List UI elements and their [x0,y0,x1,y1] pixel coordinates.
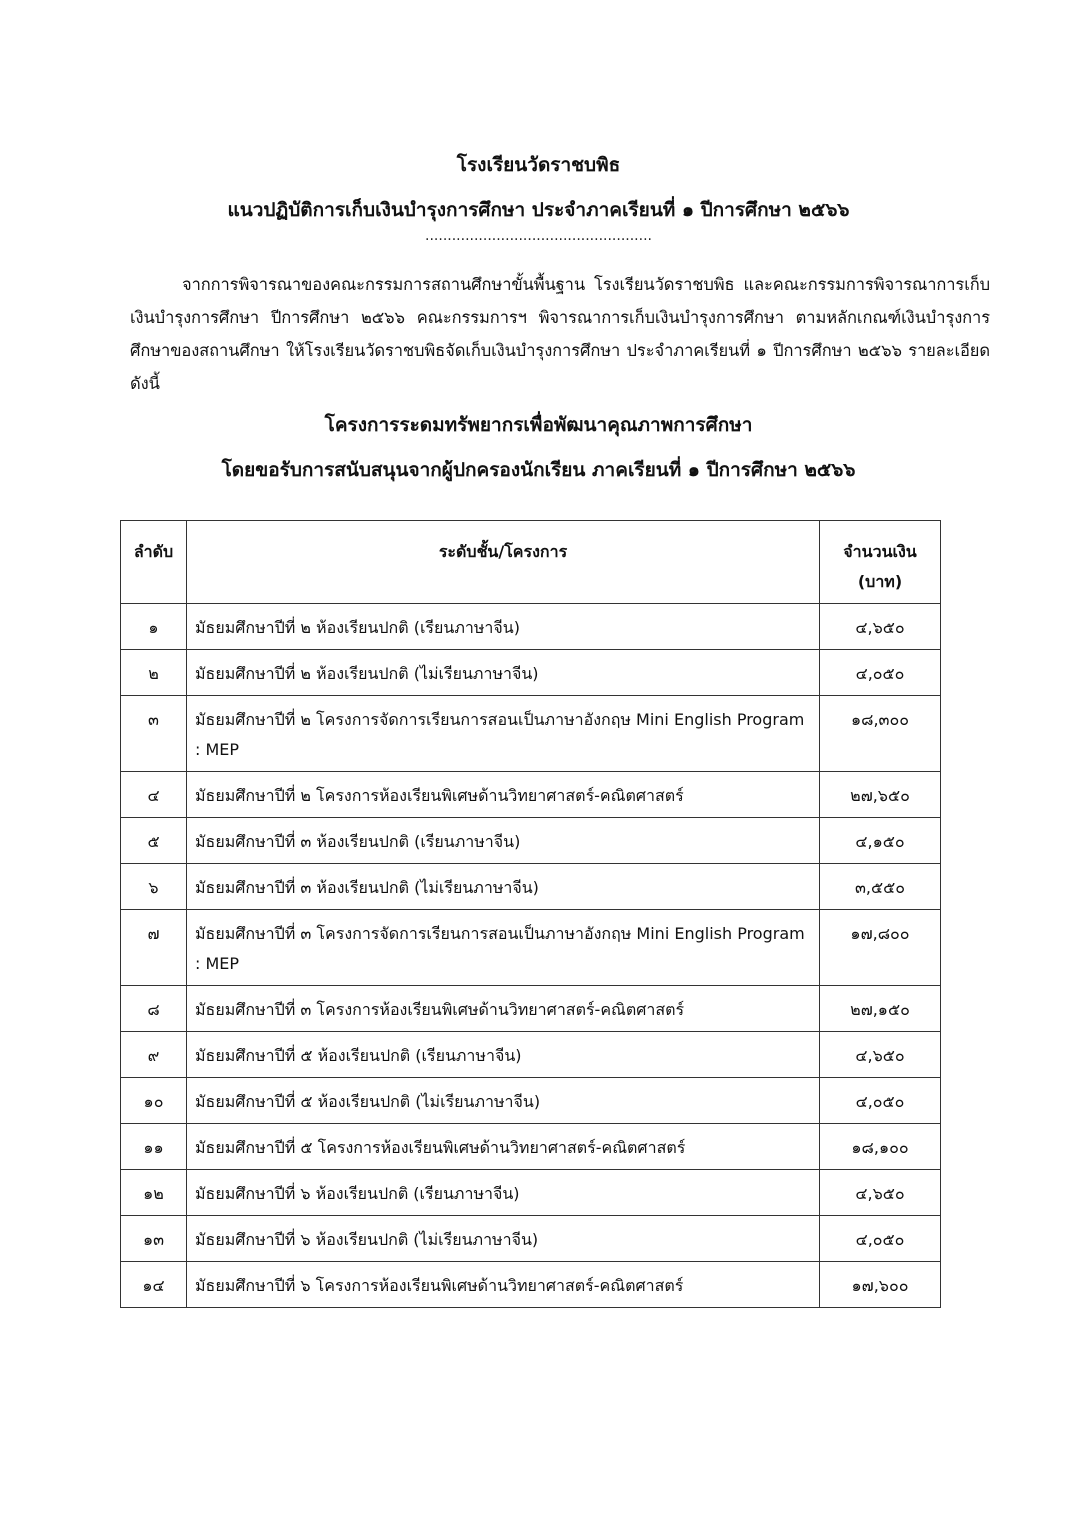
row-level: มัธยมศึกษาปีที่ ๕ โครงการห้องเรียนพิเศษด้านวิทยาศาสตร์-คณิตศาสตร์ [187,1124,820,1170]
fee-table [120,520,941,1308]
intro-paragraph: จากการพิจารณาของคณะกรรมการสถานศึกษาขั้นพื้นฐาน โรงเรียนวัดราชบพิธ และคณะกรรมการพิจารณาการเก็บเงินบำรุงการศึกษา ปีการศึกษา ๒๕๖๖ คณะกรรมการฯ พิจารณาการเก็บเงินบำรุงการศึกษา ตามหลักเกณฑ์เงินบำรุงการศึกษาของสถานศึกษา ให้โรงเรียนวัดราชบพิธจัดเก็บเงินบำรุงการศึกษา ประจำภาคเรียนที่ ๑ ปีการศึกษา ๒๕๖๖ รายละเอียดดังนี้ [130,275,990,393]
document-title: แนวปฏิบัติการเก็บเงินบำรุงการศึกษา ประจำภาคเรียนที่ ๑ ปีการศึกษา ๒๕๖๖ [227,199,850,221]
header-no: ลำดับ [121,521,187,604]
table-row [121,604,941,650]
row-level: มัธยมศึกษาปีที่ ๕ ห้องเรียนปกติ (เรียนภาษาจีน) [187,1032,820,1078]
row-number: ๑๓ [121,1216,187,1262]
row-amount: ๔,๖๕๐ [820,604,941,650]
row-level: มัธยมศึกษาปีที่ ๓ ห้องเรียนปกติ (ไม่เรียนภาษาจีน) [187,864,820,910]
row-number: ๘ [121,986,187,1032]
row-number: ๑๒ [121,1170,187,1216]
row-amount: ๒๗,๑๕๐ [820,986,941,1032]
row-level: มัธยมศึกษาปีที่ ๓ โครงการจัดการเรียนการสอนเป็นภาษาอังกฤษ Mini English Program : MEP [187,910,820,986]
table-row [121,986,941,1032]
row-level: มัธยมศึกษาปีที่ ๒ โครงการห้องเรียนพิเศษด้านวิทยาศาสตร์-คณิตศาสตร์ [187,772,820,818]
row-number: ๙ [121,1032,187,1078]
row-level: มัธยมศึกษาปีที่ ๓ ห้องเรียนปกติ (เรียนภาษาจีน) [187,818,820,864]
row-level: มัธยมศึกษาปีที่ ๒ ห้องเรียนปกติ (เรียนภาษาจีน) [187,604,820,650]
header-amount-line2: (บาท) [857,572,903,591]
header-amount [820,521,941,604]
table-row [121,1216,941,1262]
row-amount: ๑๗,๘๐๐ [820,910,941,986]
project-subtitle: โดยขอรับการสนับสนุนจากผู้ปกครองนักเรียน ภาคเรียนที่ ๑ ปีการศึกษา ๒๕๖๖ [221,459,856,481]
table-row [121,910,941,986]
row-amount: ๔,๐๕๐ [820,1216,941,1262]
row-number: ๖ [121,864,187,910]
row-amount: ๒๗,๖๕๐ [820,772,941,818]
table-row [121,1124,941,1170]
row-level: มัธยมศึกษาปีที่ ๓ โครงการห้องเรียนพิเศษด้านวิทยาศาสตร์-คณิตศาสตร์ [187,986,820,1032]
row-number: ๑๑ [121,1124,187,1170]
header-level: ระดับชั้น/โครงการ [187,521,820,604]
row-number: ๒ [121,650,187,696]
row-level: มัธยมศึกษาปีที่ ๕ ห้องเรียนปกติ (ไม่เรียนภาษาจีน) [187,1078,820,1124]
row-amount: ๔,๑๕๐ [820,818,941,864]
row-number: ๓ [121,696,187,772]
table-row [121,772,941,818]
separator-line: ................................................... [425,228,652,244]
header-amount-line1: จำนวนเงิน [843,542,917,561]
row-amount: ๓,๕๕๐ [820,864,941,910]
row-amount: ๑๘,๓๐๐ [820,696,941,772]
table-row [121,1078,941,1124]
row-amount: ๑๗,๖๐๐ [820,1262,941,1308]
row-amount: ๔,๖๕๐ [820,1032,941,1078]
table-row [121,1170,941,1216]
row-number: ๕ [121,818,187,864]
row-level: มัธยมศึกษาปีที่ ๖ ห้องเรียนปกติ (ไม่เรียนภาษาจีน) [187,1216,820,1262]
row-level: มัธยมศึกษาปีที่ ๖ โครงการห้องเรียนพิเศษด้านวิทยาศาสตร์-คณิตศาสตร์ [187,1262,820,1308]
row-number: ๔ [121,772,187,818]
row-level: มัธยมศึกษาปีที่ ๖ ห้องเรียนปกติ (เรียนภาษาจีน) [187,1170,820,1216]
row-level: มัธยมศึกษาปีที่ ๒ โครงการจัดการเรียนการสอนเป็นภาษาอังกฤษ Mini English Program : MEP [187,696,820,772]
row-level: มัธยมศึกษาปีที่ ๒ ห้องเรียนปกติ (ไม่เรียนภาษาจีน) [187,650,820,696]
row-amount: ๔,๐๕๐ [820,1078,941,1124]
row-amount: ๔,๐๕๐ [820,650,941,696]
table-row [121,696,941,772]
row-number: ๑๐ [121,1078,187,1124]
row-amount: ๔,๖๕๐ [820,1170,941,1216]
row-number: ๑๔ [121,1262,187,1308]
table-row [121,650,941,696]
table-row [121,1262,941,1308]
row-amount: ๑๘,๑๐๐ [820,1124,941,1170]
project-title: โครงการระดมทรัพยากรเพื่อพัฒนาคุณภาพการศึกษา [324,414,753,436]
table-row [121,864,941,910]
table-row [121,1032,941,1078]
school-name: โรงเรียนวัดราชบพิธ [456,154,621,176]
table-row [121,818,941,864]
table-header-row [121,521,941,604]
row-number: ๑ [121,604,187,650]
row-number: ๗ [121,910,187,986]
